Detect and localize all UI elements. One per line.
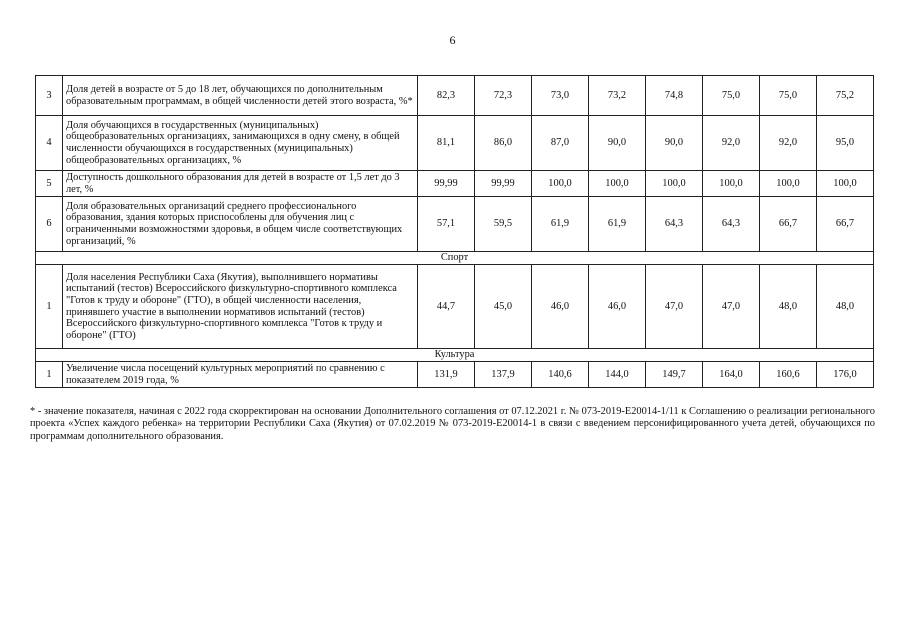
indicator-value: 144,0 (589, 362, 646, 388)
indicators-table-body (36, 76, 874, 388)
indicator-value: 48,0 (817, 265, 874, 349)
indicator-description: Доля населения Республики Саха (Якутия), выполнившего нормативы испытаний (тестов) Всероссийского физкультурно-спортивного комплекса "Готов к труду и обороне" (ГТО), в общей численности населения, принявшего участие в выполнении нормативов испытаний (тестов) Всероссийского физкультурно-спортивного комплекса "Готов к труду и обороне" (ГТО) (63, 265, 418, 349)
indicator-value: 137,9 (475, 362, 532, 388)
indicator-value: 99,99 (475, 171, 532, 197)
indicator-value: 75,0 (760, 76, 817, 116)
page-number: 6 (449, 33, 456, 47)
table-row (36, 362, 874, 388)
indicator-value: 46,0 (532, 265, 589, 349)
row-number: 3 (36, 76, 63, 116)
table-row (36, 197, 874, 252)
indicator-value: 164,0 (703, 362, 760, 388)
table-row (36, 116, 874, 171)
indicator-value: 74,8 (646, 76, 703, 116)
indicator-value: 72,3 (475, 76, 532, 116)
indicator-value: 87,0 (532, 116, 589, 171)
table-row (36, 76, 874, 116)
indicator-value: 48,0 (760, 265, 817, 349)
row-number: 4 (36, 116, 63, 171)
indicator-value: 100,0 (589, 171, 646, 197)
indicator-value: 61,9 (532, 197, 589, 252)
indicator-value: 95,0 (817, 116, 874, 171)
section-row (36, 349, 874, 362)
indicator-value: 75,0 (703, 76, 760, 116)
row-number: 6 (36, 197, 63, 252)
indicator-value: 90,0 (646, 116, 703, 171)
indicator-description: Доступность дошкольного образования для детей в возрасте от 1,5 лет до 3 лет, % (63, 171, 418, 197)
indicator-value: 61,9 (589, 197, 646, 252)
indicator-value: 73,0 (532, 76, 589, 116)
indicator-value: 57,1 (418, 197, 475, 252)
indicator-value: 99,99 (418, 171, 475, 197)
indicator-value: 75,2 (817, 76, 874, 116)
row-number: 5 (36, 171, 63, 197)
indicator-description: Увеличение числа посещений культурных мероприятий по сравнению с показателем 2019 года, % (63, 362, 418, 388)
row-number: 1 (36, 265, 63, 349)
indicator-value: 73,2 (589, 76, 646, 116)
indicator-value: 44,7 (418, 265, 475, 349)
indicator-value: 100,0 (646, 171, 703, 197)
indicator-value: 92,0 (703, 116, 760, 171)
table-row (36, 171, 874, 197)
row-number: 1 (36, 362, 63, 388)
indicator-value: 100,0 (703, 171, 760, 197)
indicator-value: 92,0 (760, 116, 817, 171)
indicator-description: Доля образовательных организаций среднего профессионального образования, здания которых приспособлены для обучения лиц с ограниченными возможностями здоровья, в общем числе соответствующих организаций, % (63, 197, 418, 252)
indicator-value: 100,0 (817, 171, 874, 197)
indicator-value: 46,0 (589, 265, 646, 349)
indicator-value: 100,0 (760, 171, 817, 197)
indicator-value: 59,5 (475, 197, 532, 252)
indicators-table (35, 75, 874, 388)
footnote: * - значение показателя, начиная с 2022 года скорректирован на основании Дополнительного соглашения от 07.12.2021 г. № 073-2019-Е20014-1/11 к Соглашению о реализации регионального проекта «Успех каждого ребенка» на территории Республики Саха (Якутия) от 07.02.2019 № 073-2019-Е20014-1 в связи с введением персонифицированного учета детей, обучающихся по программам дополнительного образования. (30, 406, 875, 442)
indicator-description: Доля обучающихся в государственных (муниципальных) общеобразовательных организациях, занимающихся в одну смену, в общей численности обучающихся в государственных (муниципальных) общеобразовательных организациях, % (63, 116, 418, 171)
indicator-value: 45,0 (475, 265, 532, 349)
section-heading: Спорт (36, 252, 874, 265)
indicator-value: 64,3 (646, 197, 703, 252)
indicator-value: 100,0 (532, 171, 589, 197)
indicator-value: 176,0 (817, 362, 874, 388)
indicator-value: 86,0 (475, 116, 532, 171)
indicator-value: 81,1 (418, 116, 475, 171)
table-row (36, 265, 874, 349)
indicator-value: 160,6 (760, 362, 817, 388)
indicator-value: 64,3 (703, 197, 760, 252)
indicator-value: 66,7 (817, 197, 874, 252)
indicator-value: 47,0 (646, 265, 703, 349)
indicator-value: 47,0 (703, 265, 760, 349)
indicator-value: 82,3 (418, 76, 475, 116)
indicator-value: 140,6 (532, 362, 589, 388)
indicator-description: Доля детей в возрасте от 5 до 18 лет, обучающихся по дополнительным образовательным программам, в общей численности детей этого возраста, %* (63, 76, 418, 116)
section-heading: Культура (36, 349, 874, 362)
indicator-value: 66,7 (760, 197, 817, 252)
indicator-value: 90,0 (589, 116, 646, 171)
section-row (36, 252, 874, 265)
indicator-value: 131,9 (418, 362, 475, 388)
indicator-value: 149,7 (646, 362, 703, 388)
